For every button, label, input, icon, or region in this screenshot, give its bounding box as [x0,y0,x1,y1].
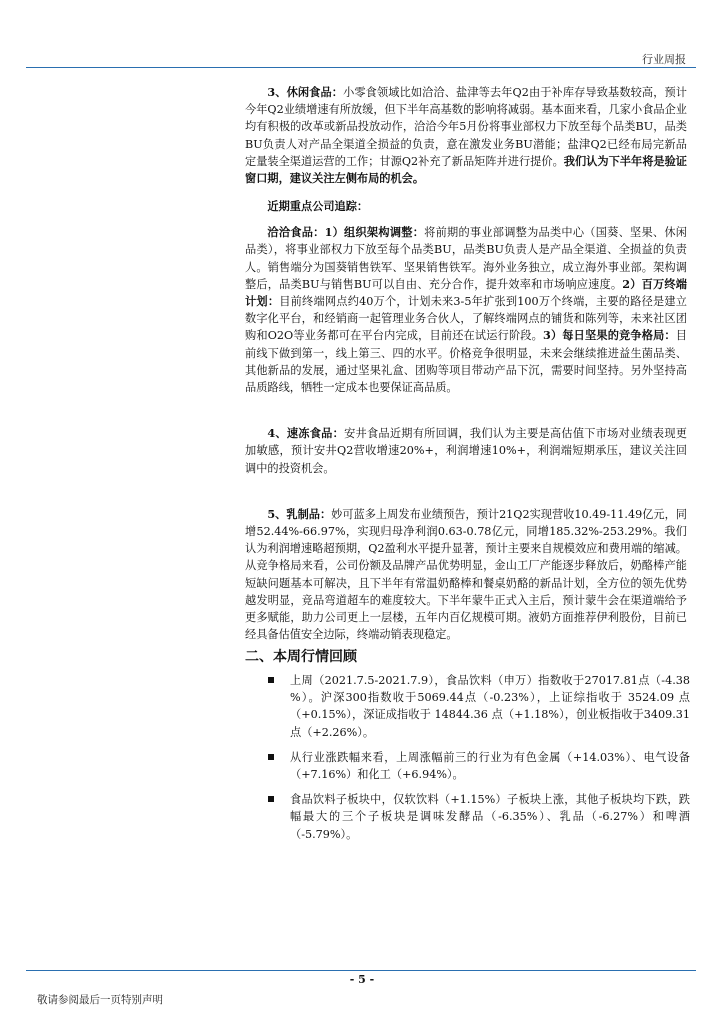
qiaqia-heading: 洽洽食品：1）组织架构调整： [267,225,425,240]
section-5-paragraph [245,506,687,644]
qiaqia-heading-2: 2）百万终端计划： [245,276,687,309]
section-3-conclusion: 我们认为下半年将是验证窗口期，建议关注左侧布局的机会。 [245,153,687,186]
header-divider [26,67,696,68]
section-5-text: 妙可蓝多上周发布业绩预告，预计21Q2实现营收10.49-11.49亿元，同增52.44%-66.97%，实现归母净利润0.63-0.78亿元，同增185.32%-253.29%。我们认为利润增速略超预期，Q2盈利水平提升显著，预计主要来自规模效应和费用端的缩减。从竞争格局来看，公司份额及品牌产品优势明显，金山工厂产能逐步释放后，奶酪棒产能短缺问题基本可解决，且下半年有常温奶酪棒和餐桌奶酪的新品计划，全方位的领先优势越发明显，竞品弯道超车的难度较大。下半年蒙牛正式入主后，预计蒙牛会在渠道端给予更多赋能，助力公司更上一层楼，五年内百亿规模可期。液奶方面推荐伊利股份，目前已经具备估值安全边际，终端动销表现稳定。 [245,507,687,642]
bullet-text: 从行业涨跌幅来看，上周涨幅前三的行业为有色金属（+14.03%）、电气设备（+7.16%）和化工（+6.94%）。 [290,750,690,782]
market-review-heading: 二、本周行情回顾 [245,649,357,665]
page-number: - 5 - [349,973,375,986]
qiaqia-paragraph [245,224,687,396]
section-4-paragraph [245,425,687,477]
bullet-text: 上周（2021.7.5-2021.7.9），食品饮料（申万）指数收于27017.81点（-4.38 %）。沪深300指数收于5069.44点（-0.23%），上证综指收于 3524.09 点（+0.15%），深证成指收于 14844.36 点（+1.18%），创业板指收于3409.31点（+2.26%）。 [290,674,690,739]
section-3-paragraph [245,84,687,187]
list-item [268,749,690,783]
footer-divider [26,970,696,971]
tracking-heading: 近期重点公司追踪： [267,199,369,214]
section-4-text: 安井食品近期有所回调，我们认为主要是高估值下市场对业绩表现更加敏感，预计安井Q2营收增速20%+，利润增速10%+，利润端短期承压，建议关注回调中的投资机会。 [245,427,687,475]
spacer [245,407,687,425]
list-item [268,791,690,843]
qiaqia-text-2: 目前终端网点约40万个，计划未来3-5年扩张到100万个终端，主要的路径是建立数字化平台，和经销商一起管理业务合伙人，了解终端网点的铺货和陈列等，未来社区团购和O2O等业务都可在平台内完成，目前还在试运行阶段。 [245,295,687,343]
disclaimer-note: 敬请参阅最后一页特别声明 [37,994,163,1006]
list-item [268,672,690,741]
section-3-text: 小零食领域比如洽洽、盐津等去年Q2由于补库存导致基数较高，预计今年Q2业绩增速有所放缓，但下半年高基数的影响将减弱。基本面来看，几家小食品企业均有积极的改革或新品投放动作，洽洽今年5月份将事业部权力下放至每个品类BU，品类BU负责人对产品全渠道全损益的负责，意在激发业务BU潜能；盐津Q2已经布局完新品定量装全渠道运营的工作；甘源Q2补充了新品矩阵并进行提价。 [245,86,687,168]
section-3-heading: 3、休闲食品： [267,85,344,99]
qiaqia-heading-3: 3）每日坚果的竞争格局： [543,328,676,343]
qiaqia-text-3: 目前线下做到第一，线上第三、四的水平。价格竞争很明显，未来会继续推进益生菌品类、其他新品的发展，通过坚果礼盒、团购等项目带动产品下沉，需要时间坚持。另外坚持高品质路线，牺牲一定成本也要保证高品质。 [245,329,687,395]
qiaqia-text-1: 将前期的事业部调整为品类中心（国葵、坚果、休闲品类），将事业部权力下放至每个品类BU，品类BU负责人是产品全渠道、全损益的负责人。销售端分为国葵销售铁军、坚果销售铁军。海外业务独立，成立海外事业部。架构调整后，品类BU与销售BU可以自由、充分合作，提升效率和市场响应速度。 [245,226,687,291]
report-type-label: 行业周报 [642,53,686,66]
square-bullet-icon [268,754,274,760]
section-5-heading: 5、乳制品： [267,506,332,521]
bullet-text: 食品饮料子板块中，仅软饮料（+1.15%）子板块上涨，其他子板块均下跌，跌幅最大的三个子板块是调味发酵品（-6.35%）、乳品（-6.27%）和啤酒（-5.79%）。 [290,793,690,841]
market-review-list [268,672,690,851]
spacer [245,488,687,506]
square-bullet-icon [268,796,274,802]
report-body [245,84,687,654]
section-4-heading: 4、速冻食品： [267,426,345,441]
square-bullet-icon [268,677,274,683]
